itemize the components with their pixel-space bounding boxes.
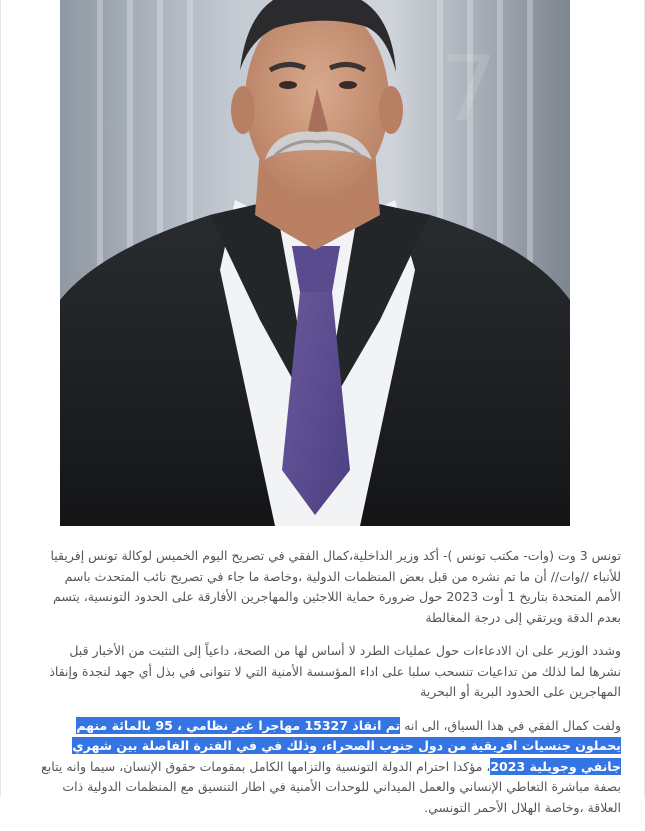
highlight-bold-text: في الفترة الفاصلة بين شهري جانفي وجويلية 2023	[72, 738, 621, 774]
portrait-illustration	[60, 0, 570, 526]
article-paragraph-3	[38, 716, 621, 819]
article-body	[38, 546, 621, 831]
article-paragraph-2: وشدد الوزير على ان الادعاءات حول عمليات الطرد لا أساس لها من الصحة، داعياً إلى التثبت من الأخبار قبل نشرها لما لذلك من تداعيات تنسحب سلبا على اداء المؤسسة الأمنية التي لا تتوانى في بذل أي جهد لنجدة وإنقاذ المهاجرين على الحدود البرية أو البحرية	[49, 643, 621, 699]
article-photo	[60, 0, 570, 526]
article-paragraph-1: تونس 3 وت (وات- مكتب تونس )- أكد وزير الداخلية،كمال الفقي في تصريح اليوم الخميس لوكالة تونس إفريقيا للأنباء //وات// أن ما تم نشره من قبل بعض المنظمات الدولية ،وخاصة ما جاء في تصريح نائب المتحدث باسم الأمم المتحدة بتاريخ 1 أوت 2023 حول ضرورة حماية اللاجئين والمهاجرين الأفارقة على الحدود التونسية، يتسم بعدم الدقة ويرتقي إلى درجة المغالطة	[50, 548, 621, 625]
svg-text:7: 7	[440, 37, 498, 142]
paragraph-3-rest: ، مؤكدا احترام الدولة التونسية والتزامها الكامل بمقومات حقوق الإنسان، سيما وانه يتابع بصفة مباشرة التعاطي الإنساني والعمل الميداني للوحدات الأمنية في اطار التنسيق مع المنظمات الدولية ذات العلاقة ،وخاصة الهلال الأحمر التونسي.	[41, 758, 621, 815]
highlight-plain-text: تم انقاذ 15327 مهاجرا غير نظامي ، 95 بالمائة منهم يحملون جنسيات افريقية من دول جنوب الصحراء، وذلك في	[76, 717, 621, 753]
paragraph-3-intro: ولفت كمال الفقي في هذا السياق، الى انه	[400, 717, 621, 733]
